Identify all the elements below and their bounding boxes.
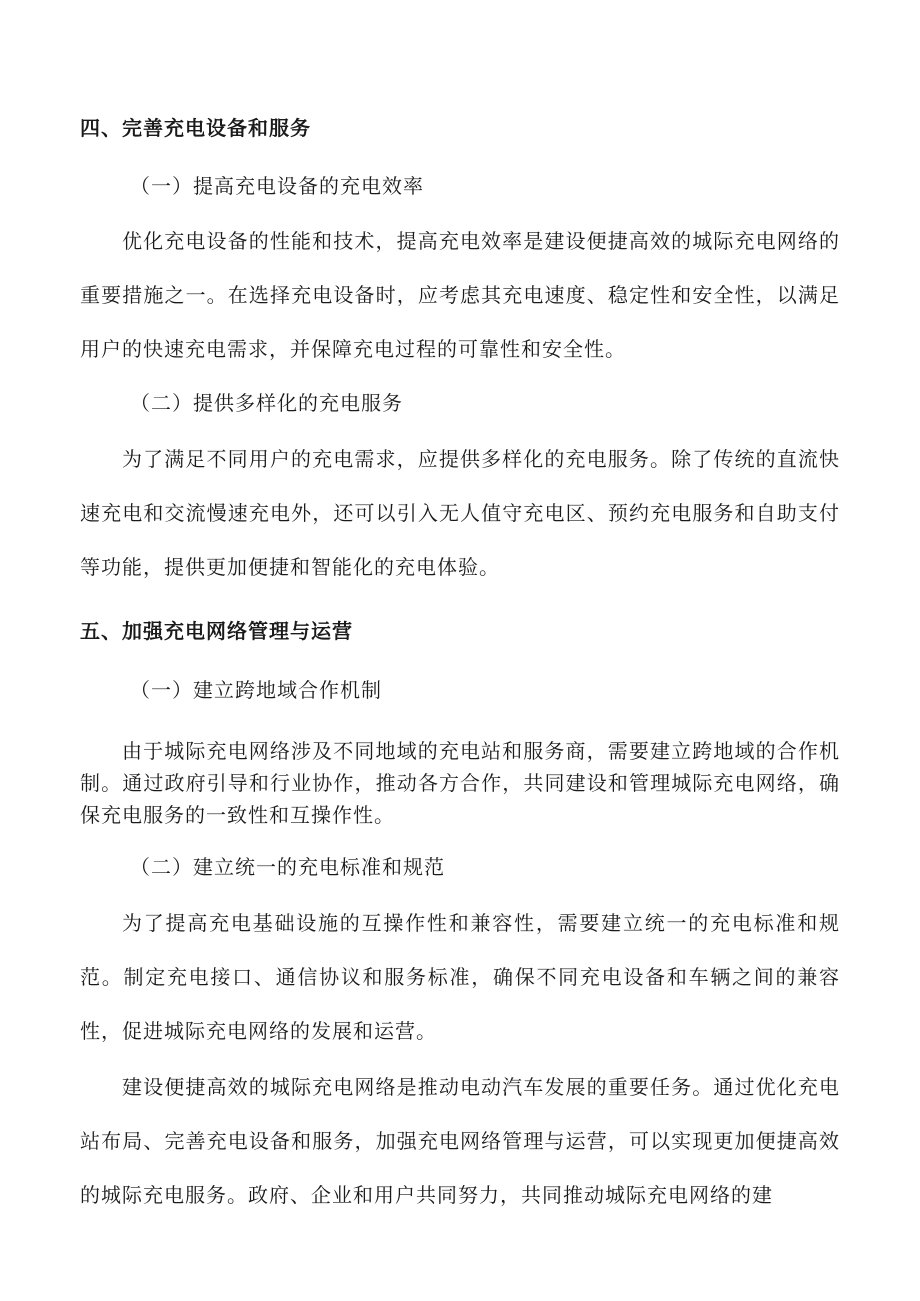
conclusion-paragraph: 建设便捷高效的城际充电网络是推动电动汽车发展的重要任务。通过优化充电站布局、完善充电设备和服务，加强充电网络管理与运营，可以实现更加便捷高效的城际充电服务。政府、企业和用户共同努力，共同推动城际充电网络的建 (80, 1075, 840, 1207)
paragraph-5-1: 由于城际充电网络涉及不同地域的充电站和服务商，需要建立跨地域的合作机制。通过政府引导和行业协作，推动各方合作，共同建设和管理城际充电网络，确保充电服务的一致性和互操作性。 (80, 739, 840, 827)
paragraph-5-2: 为了提高充电基础设施的互操作性和兼容性，需要建立统一的充电标准和规范。制定充电接口、通信协议和服务标准，确保不同充电设备和车辆之间的兼容性，促进城际充电网络的发展和运营。 (80, 911, 840, 1043)
subsection-title-4-1: （一）提高充电设备的充电效率 (130, 174, 424, 198)
subsection-title-4-2: （二）提供多样化的充电服务 (130, 391, 403, 415)
section-heading-4: 四、完善充电设备和服务 (80, 116, 311, 140)
section-heading-5: 五、加强充电网络管理与运营 (80, 619, 353, 643)
paragraph-4-2: 为了满足不同用户的充电需求，应提供多样化的充电服务。除了传统的直流快速充电和交流慢速充电外，还可以引入无人值守充电区、预约充电服务和自助支付等功能，提供更加便捷和智能化的充电体验。 (80, 447, 840, 579)
subsection-title-5-1: （一）建立跨地域合作机制 (130, 678, 382, 702)
subsection-title-5-2: （二）建立统一的充电标准和规范 (130, 855, 445, 879)
paragraph-4-1: 优化充电设备的性能和技术，提高充电效率是建设便捷高效的城际充电网络的重要措施之一。在选择充电设备时，应考虑其充电速度、稳定性和安全性，以满足用户的快速充电需求，并保障充电过程的可靠性和安全性。 (80, 229, 840, 361)
